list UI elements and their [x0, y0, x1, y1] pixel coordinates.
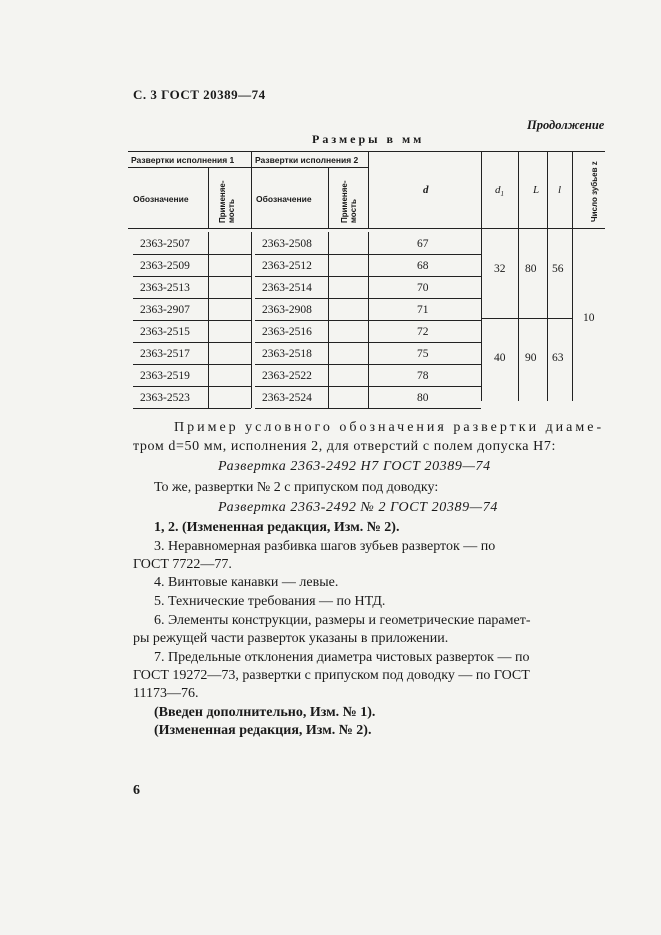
- row-separator: [328, 342, 329, 364]
- row-separator: [208, 342, 209, 364]
- continuation-label: Продолжение: [527, 118, 605, 132]
- note-1-2: 1, 2. (Измененная редакция, Изм. № 2).: [154, 520, 400, 535]
- designation-type2: 2363-2524: [262, 392, 312, 404]
- example-designation-1: Развертка 2363-2492 H7 ГОСТ 20389—74: [218, 459, 491, 474]
- row-separator: [368, 386, 369, 408]
- row-rule: [255, 320, 328, 321]
- page-number: 6: [133, 783, 140, 798]
- table-top-border: [128, 151, 605, 152]
- row-separator: [251, 364, 252, 386]
- row-rule: [368, 298, 481, 299]
- col-L: L: [533, 184, 540, 196]
- row-separator: [208, 276, 209, 298]
- row-separator: [368, 276, 369, 298]
- amendment-2: (Измененная редакция, Изм. № 2).: [154, 723, 372, 738]
- row-separator: [208, 232, 209, 254]
- row-separator: [208, 320, 209, 342]
- row-rule: [328, 298, 368, 299]
- note-5: 5. Технические требования — по НТД.: [154, 594, 386, 609]
- vline-4: [368, 151, 369, 228]
- group1-header: Развертки исполнения 1: [131, 155, 235, 165]
- diameter-d: 72: [417, 326, 429, 338]
- designation-type1: 2363-2519: [140, 370, 190, 382]
- vline-3: [328, 167, 329, 228]
- l-group-b: 63: [552, 352, 564, 364]
- row-separator: [328, 320, 329, 342]
- note-4: 4. Винтовые канавки — левые.: [154, 575, 339, 590]
- row-rule: [255, 298, 328, 299]
- row-separator: [328, 298, 329, 320]
- row-rule: [133, 254, 208, 255]
- designation-type2: 2363-2514: [262, 282, 312, 294]
- row-rule: [133, 298, 208, 299]
- group2-header: Развертки исполнения 2: [255, 155, 359, 165]
- row-separator: [368, 364, 369, 386]
- row-rule: [368, 364, 481, 365]
- row-rule: [368, 254, 481, 255]
- note-7-line2: ГОСТ 19272—73, развертки с припуском под доводку — по ГОСТ: [133, 668, 530, 683]
- row-rule: [208, 364, 251, 365]
- d1-group-a: 32: [494, 263, 506, 275]
- row-rule: [133, 364, 208, 365]
- header-bottom-border: [128, 228, 605, 229]
- diameter-d: 70: [417, 282, 429, 294]
- table-units-title: Размеры в мм: [312, 132, 425, 146]
- designation-type1: 2363-2523: [140, 392, 190, 404]
- row-separator: [368, 320, 369, 342]
- row-rule: [368, 386, 481, 387]
- col-designation-2: Обозначение: [256, 194, 312, 204]
- row-separator: [368, 342, 369, 364]
- row-separator: [208, 298, 209, 320]
- row-separator: [208, 386, 209, 408]
- teeth-count: 10: [583, 312, 595, 324]
- col-teeth: Число зубьев z: [590, 161, 599, 222]
- row-rule: [368, 342, 481, 343]
- row-separator: [368, 254, 369, 276]
- diameter-d: 71: [417, 304, 429, 316]
- row-rule: [255, 254, 328, 255]
- row-separator: [251, 320, 252, 342]
- designation-type2: 2363-2518: [262, 348, 312, 360]
- row-rule: [133, 276, 208, 277]
- diameter-d: 67: [417, 238, 429, 250]
- row-rule: [133, 342, 208, 343]
- row-rule: [328, 320, 368, 321]
- row-separator: [328, 276, 329, 298]
- L-group-a: 80: [525, 263, 537, 275]
- vline-5: [481, 151, 482, 401]
- designation-type2: 2363-2516: [262, 326, 312, 338]
- row-separator: [328, 254, 329, 276]
- row-rule: [328, 342, 368, 343]
- group-header-line: [128, 167, 368, 168]
- vline-1: [208, 167, 209, 228]
- row-separator: [251, 386, 252, 408]
- row-rule: [328, 276, 368, 277]
- row-separator: [251, 254, 252, 276]
- designation-type2: 2363-2908: [262, 304, 312, 316]
- designation-type1: 2363-2509: [140, 260, 190, 272]
- col-applicability-2: Применяе- мость: [340, 180, 358, 223]
- row-rule: [133, 408, 208, 409]
- row-rule: [368, 408, 481, 409]
- l-group-a: 56: [552, 263, 564, 275]
- row-rule: [208, 276, 251, 277]
- designation-type1: 2363-2907: [140, 304, 190, 316]
- vline-2: [251, 151, 252, 228]
- row-rule: [208, 254, 251, 255]
- vline-8: [572, 151, 573, 401]
- row-separator: [208, 254, 209, 276]
- row-separator: [251, 298, 252, 320]
- row-separator: [368, 232, 369, 254]
- col-d: d: [423, 184, 429, 196]
- diameter-d: 68: [417, 260, 429, 272]
- row-rule: [368, 320, 481, 321]
- row-separator: [328, 364, 329, 386]
- row-rule: [255, 342, 328, 343]
- group-divider-line: [481, 318, 572, 319]
- designation-type1: 2363-2517: [140, 348, 190, 360]
- note-7-line1: 7. Предельные отклонения диаметра чистовых разверток — по: [154, 650, 530, 665]
- col-applicability-1: Применяе- мость: [218, 180, 236, 223]
- col-d1: $d_1$: [495, 184, 504, 199]
- row-separator: [251, 276, 252, 298]
- row-rule: [328, 408, 368, 409]
- example-intro-line1: Пример условного обозначения развертки диаме-: [174, 420, 605, 435]
- example-intro-line2: тром d=50 мм, исполнения 2, для отверстий с полем допуска H7:: [133, 439, 556, 454]
- note-3-line1: 3. Неравномерная разбивка шагов зубьев разверток — по: [154, 539, 496, 554]
- row-separator: [368, 298, 369, 320]
- row-rule: [328, 386, 368, 387]
- row-rule: [255, 276, 328, 277]
- row-separator: [251, 232, 252, 254]
- note-6-line1: 6. Элементы конструкции, размеры и геометрические парамет-: [154, 613, 531, 628]
- note-7-line3: 11173—76.: [133, 686, 199, 701]
- row-rule: [328, 364, 368, 365]
- note-6-line2: ры режущей части разверток указаны в приложении.: [133, 631, 449, 646]
- row-rule: [208, 320, 251, 321]
- diameter-d: 78: [417, 370, 429, 382]
- row-rule: [208, 342, 251, 343]
- diameter-d: 80: [417, 392, 429, 404]
- row-separator: [328, 386, 329, 408]
- note-3-line2: ГОСТ 7722—77.: [133, 557, 232, 572]
- row-rule: [255, 364, 328, 365]
- designation-type1: 2363-2513: [140, 282, 190, 294]
- row-rule: [208, 408, 251, 409]
- row-rule: [255, 408, 328, 409]
- vline-7: [547, 151, 548, 401]
- d1-group-b: 40: [494, 352, 506, 364]
- row-separator: [328, 232, 329, 254]
- designation-type1: 2363-2515: [140, 326, 190, 338]
- amendment-1: (Введен дополнительно, Изм. № 1).: [154, 705, 376, 720]
- diameter-d: 75: [417, 348, 429, 360]
- vline-6: [518, 151, 519, 401]
- designation-type2: 2363-2512: [262, 260, 312, 272]
- row-rule: [208, 298, 251, 299]
- row-separator: [251, 342, 252, 364]
- designation-type2: 2363-2508: [262, 238, 312, 250]
- L-group-b: 90: [525, 352, 537, 364]
- row-rule: [133, 386, 208, 387]
- example-designation-2: Развертка 2363-2492 № 2 ГОСТ 20389—74: [218, 500, 498, 515]
- row-rule: [208, 386, 251, 387]
- col-designation-1: Обозначение: [133, 194, 189, 204]
- row-rule: [255, 386, 328, 387]
- same-for-type2-line: То же, развертки № 2 с припуском под доводку:: [154, 480, 439, 495]
- page-header: С. 3 ГОСТ 20389—74: [133, 87, 266, 102]
- designation-type1: 2363-2507: [140, 238, 190, 250]
- row-rule: [368, 276, 481, 277]
- col-l: l: [558, 184, 562, 196]
- designation-type2: 2363-2522: [262, 370, 312, 382]
- row-rule: [133, 320, 208, 321]
- row-rule: [328, 254, 368, 255]
- row-separator: [208, 364, 209, 386]
